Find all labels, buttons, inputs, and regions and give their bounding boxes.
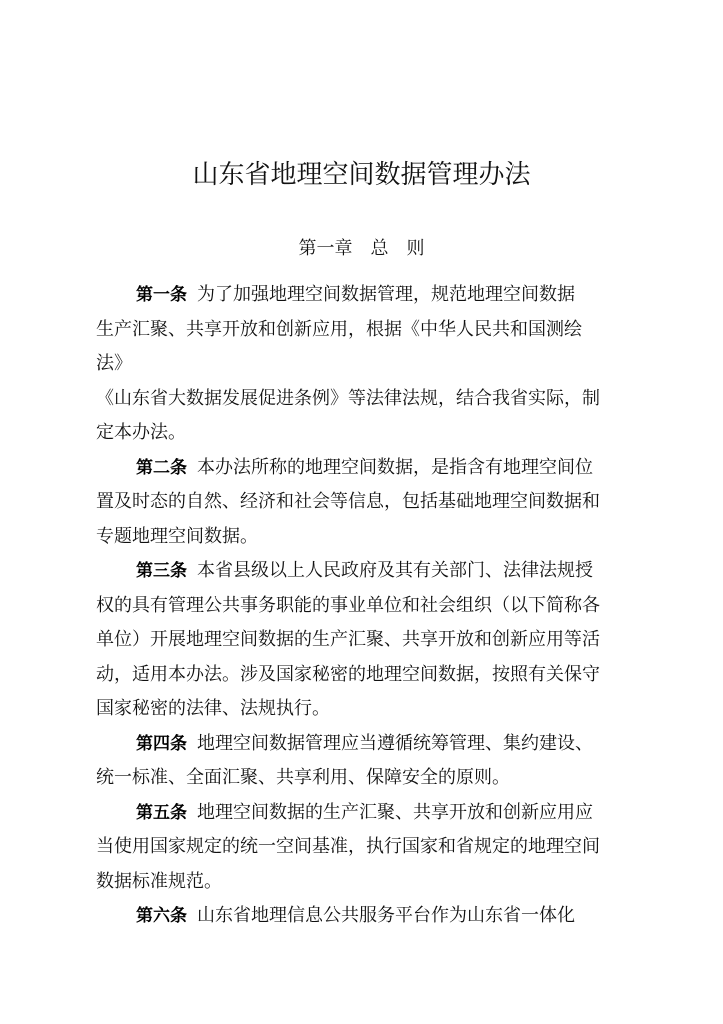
article-label: 第一条	[136, 285, 187, 305]
article-4-line-2: 统一标准、全面汇聚、共享利用、保障安全的原则。	[96, 767, 510, 788]
article-label: 第五条	[136, 802, 187, 823]
document-body	[96, 278, 636, 934]
chapter-heading: 第一章 总 则	[298, 238, 425, 259]
article-text: 本办法所称的地理空间数据，是指含有地理空间位	[197, 456, 593, 478]
article-1-line-5: 定本办法。	[96, 422, 186, 443]
article-3-line-5: 国家秘密的法律、法规执行。	[96, 698, 330, 719]
article-label: 第三条	[136, 561, 187, 581]
article-1-line-4: 《山东省大数据发展促进条例》等法律法规，结合我省实际，制	[96, 387, 600, 409]
article-3-line-3: 单位）开展地理空间数据的生产汇聚、共享开放和创新应用等活	[96, 629, 600, 650]
article-label: 第四条	[136, 733, 187, 754]
article-2-line-1	[96, 451, 636, 486]
article-5-line-2: 当使用国家规定的统一空间基准，执行国家和省规定的地理空间	[96, 836, 600, 857]
article-5-line-3: 数据标准规范。	[96, 870, 222, 892]
article-1-line-3: 法》	[96, 353, 132, 374]
article-text: 地理空间数据管理应当遵循统筹管理、集约建设、	[197, 732, 593, 754]
article-text: 山东省地理信息公共服务平台作为山东省一体化	[197, 905, 575, 926]
article-2-line-3: 专题地理空间数据。	[96, 525, 258, 547]
article-3-line-2: 权的具有管理公共事务职能的事业单位和社会组织（以下简称各	[96, 594, 600, 616]
document-title: 山东省地理空间数据管理办法	[192, 160, 531, 190]
article-text: 地理空间数据的生产汇聚、共享开放和创新应用应	[197, 801, 593, 823]
article-2-line-2: 置及时态的自然、经济和社会等信息，包括基础地理空间数据和	[96, 491, 600, 512]
article-1-line-1	[96, 278, 636, 313]
article-4-line-1	[96, 727, 636, 762]
article-label: 第二条	[136, 457, 187, 478]
article-1-line-2: 生产汇聚、共享开放和创新应用，根据《中华人民共和国测绘	[96, 318, 582, 340]
article-text: 本省县级以上人民政府及其有关部门、法律法规授	[197, 560, 593, 581]
article-6-line-1	[96, 899, 636, 934]
article-text: 为了加强地理空间数据管理，规范地理空间数据	[197, 284, 575, 305]
article-3-line-4: 动，适用本办法。涉及国家秘密的地理空间数据，按照有关保守	[96, 663, 600, 685]
article-label: 第六条	[136, 906, 187, 926]
article-5-line-1	[96, 796, 636, 831]
article-3-line-1	[96, 554, 636, 589]
